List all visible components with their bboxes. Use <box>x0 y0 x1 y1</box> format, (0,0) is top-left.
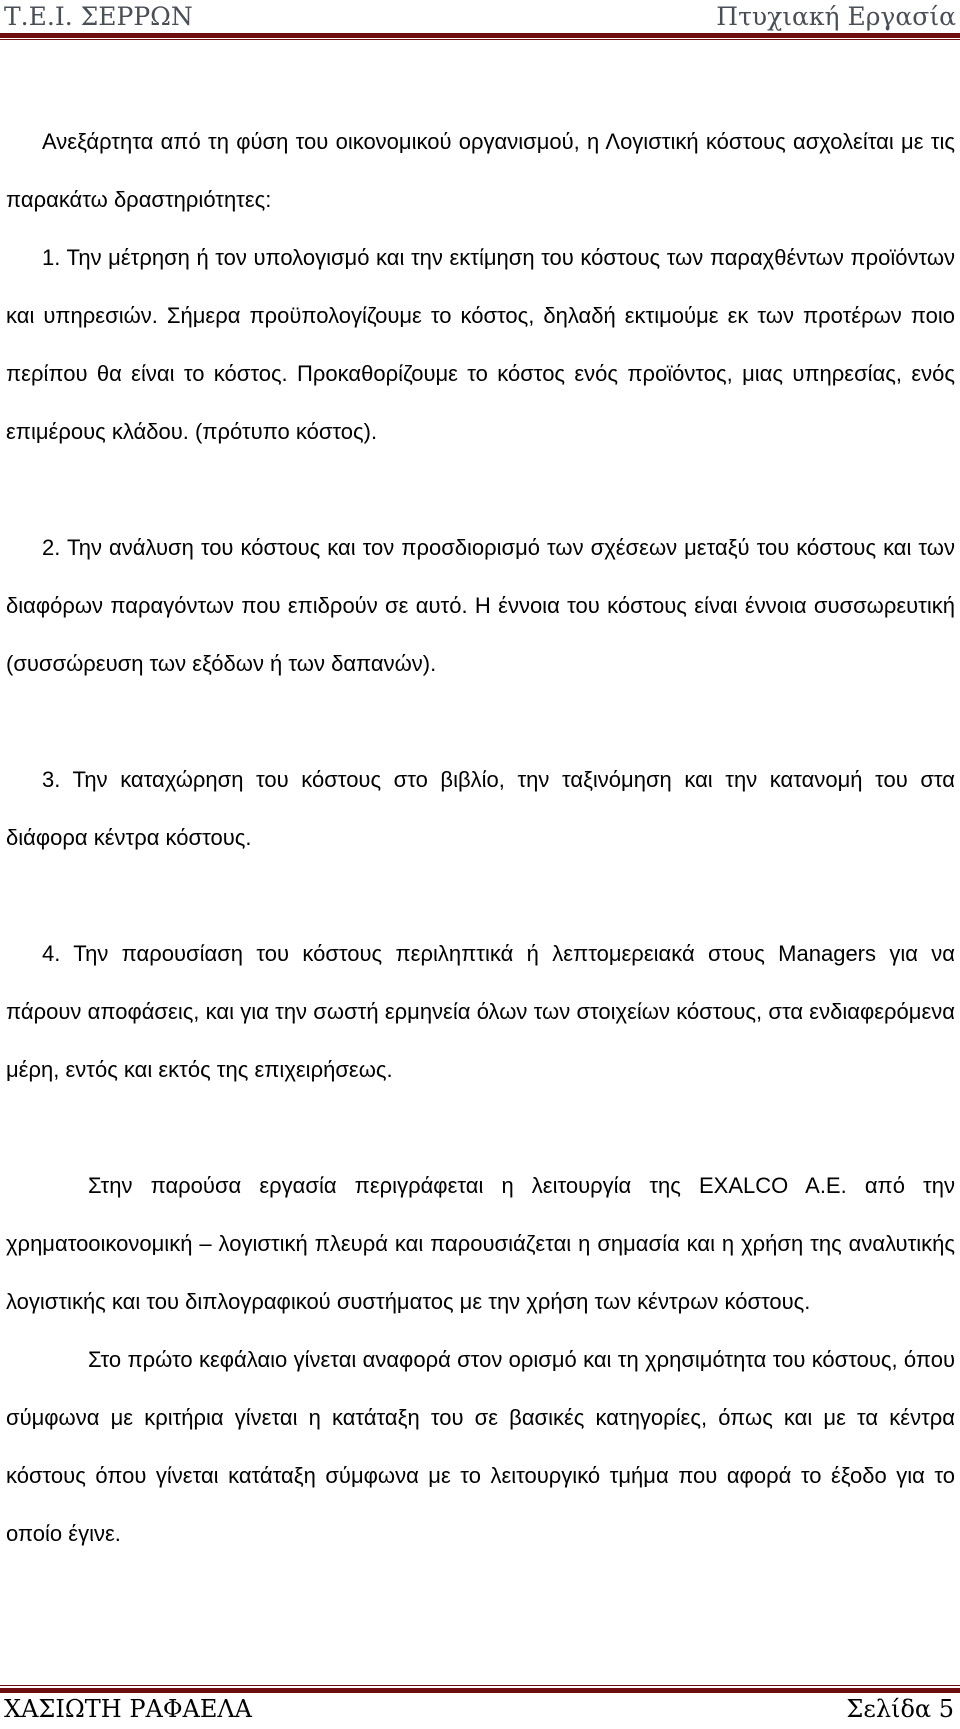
spacer <box>6 867 955 925</box>
header-document-type: Πτυχιακή Εργασία <box>716 2 956 31</box>
footer-rule-thick <box>0 1688 960 1693</box>
page-footer <box>0 1685 960 1729</box>
paragraph-chapter-1: Στο πρώτο κεφάλαιο γίνεται αναφορά στον ορισμό και τη χρησιμότητα του κόστους, όπου σύμφωνα με κριτήρια γίνεται η κατάταξη του σε βασικές κατηγορίες, όπως και με τα κέντρα κόστους όπου γίνεται κατάταξη σύμφωνα με το λειτουργικό τμήμα που αφορά το έξοδο για το οποίο έγινε. <box>6 1347 955 1546</box>
list-item-2: 2. Την ανάλυση του κόστους και τον προσδιορισμό των σχέσεων μεταξύ του κόστους και των διαφόρων παραγόντων που επιδρούν σε αυτό. Η έννοια του κόστους είναι έννοια συσσωρευτική (συσσώρευση των εξόδων ή των δαπανών). <box>6 535 955 676</box>
footer-rule-thin <box>0 1685 960 1686</box>
footer-page-number: Σελίδα 5 <box>846 1695 954 1723</box>
header-rule-thick <box>0 33 960 38</box>
list-item-3: 3. Την καταχώρηση του κόστους στο βιβλίο, την ταξινόμηση και την κατανομή του στα διάφορα κέντρα κόστους. <box>6 767 955 850</box>
page-body <box>6 113 955 1563</box>
paragraph-intro: Ανεξάρτητα από τη φύση του οικονομικού οργανισμού, η Λογιστική κόστους ασχολείται με τις παρακάτω δραστηριότητες: <box>6 129 955 212</box>
spacer <box>6 461 955 519</box>
paragraph-scope: Στην παρούσα εργασία περιγράφεται η λειτουργία της EXALCO A.E. από την χρηματοοικονομική – λογιστική πλευρά και παρουσιάζεται η σημασία και η χρήση της αναλυτικής λογιστικής και του διπλογραφικού συστήματος με την χρήση των κέντρων κόστους. <box>6 1173 955 1314</box>
list-item-1: 1. Την μέτρηση ή τον υπολογισμό και την εκτίμηση του κόστους των παραχθέντων προϊόντων και υπηρεσιών. Σήμερα προϋπολογίζουμε το κόστος, δηλαδή εκτιμούμε εκ των προτέρων ποιο περίπου θα είναι το κόστος. Προκαθορίζουμε το κόστος ενός προϊόντος, μιας υπηρεσίας, ενός επιμέρους κλάδου. (πρότυπο κόστος). <box>6 245 955 444</box>
header-institution: Τ.Ε.Ι. ΣΕΡΡΩΝ <box>4 2 193 31</box>
list-item-4: 4. Την παρουσίαση του κόστους περιληπτικά ή λεπτομερειακά στους Managers για να πάρουν αποφάσεις, και για την σωστή ερμηνεία όλων των στοιχείων κόστους, στα ενδιαφερόμενα μέρη, εντός και εκτός της επιχειρήσεως. <box>6 941 955 1082</box>
spacer <box>6 693 955 751</box>
footer-author: ΧΑΣΙΩΤΗ ΡΑΦΑΕΛΑ <box>4 1695 253 1723</box>
page-header <box>0 0 960 40</box>
header-rule-thin <box>0 39 960 40</box>
spacer <box>6 1099 955 1157</box>
